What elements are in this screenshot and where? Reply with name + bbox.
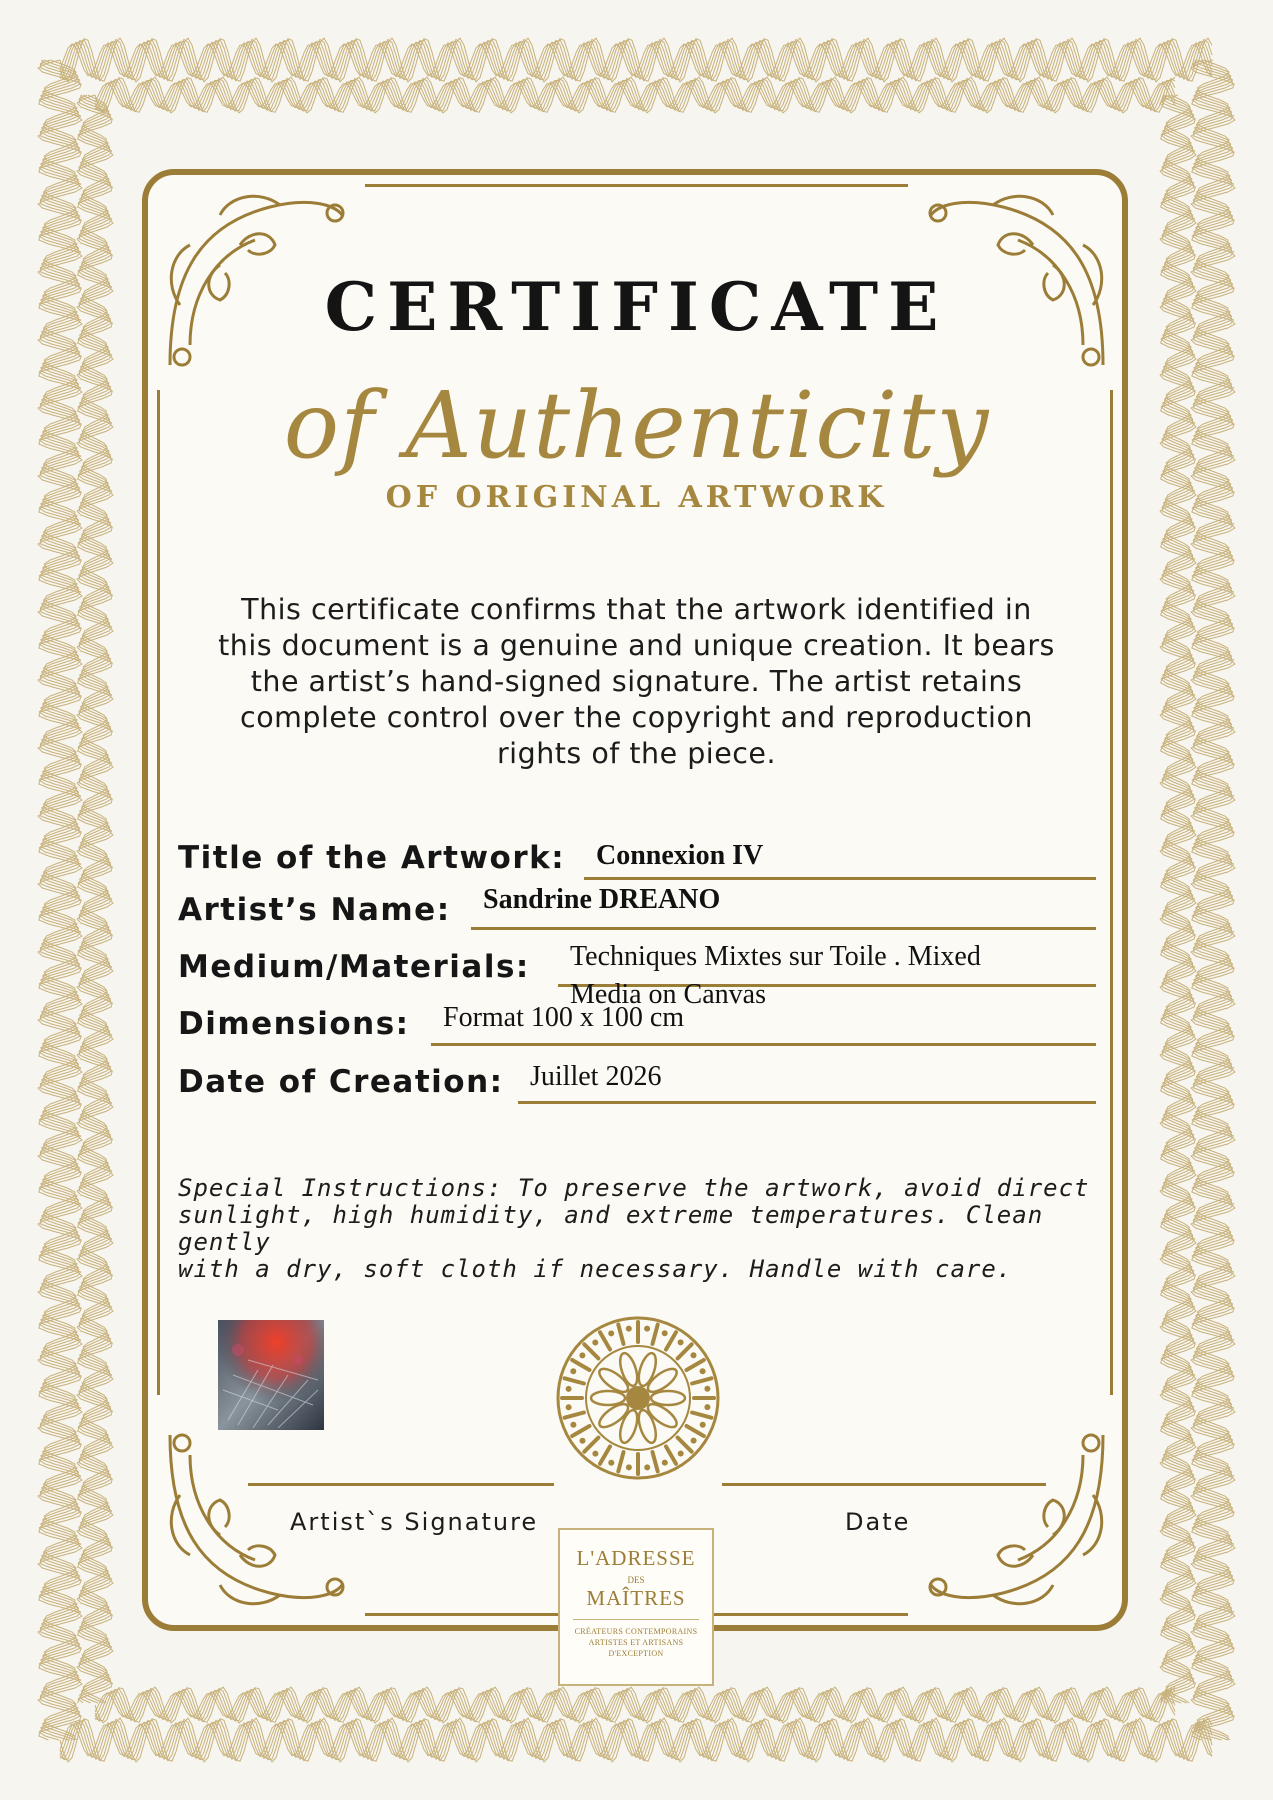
intro-line: this document is a genuine and unique creation. It bears (218, 629, 1055, 662)
field-medium-value-line2: Media on Canvas (570, 979, 766, 1010)
artist-signature-label: Artist`s Signature (290, 1508, 539, 1536)
intro-line: the artist’s hand-signed signature. The artist retains (250, 665, 1023, 698)
field-dimensions-label: Dimensions: (178, 1006, 410, 1042)
field-dimensions (178, 988, 1096, 1042)
field-date-label: Date of Creation: (178, 1064, 504, 1100)
artist-signature-line (248, 1483, 554, 1486)
intro-line: This certificate confirms that the artwork identified in (241, 593, 1032, 626)
corner-flourish-icon (923, 1425, 1113, 1615)
field-date-value: Juillet 2026 (530, 1061, 662, 1092)
field-date-underline (518, 1101, 1096, 1104)
logo-line3: MAÎTRES (586, 1586, 686, 1610)
intro-line: rights of the piece. (496, 737, 777, 770)
field-title-value: Connexion IV (596, 840, 764, 871)
logo-line1: L'ADRESSE (576, 1546, 696, 1570)
intro-line: complete control over the copyright and reproduction (240, 701, 1033, 734)
certificate-subtitle: of Authenticity (283, 372, 990, 479)
field-medium (178, 932, 1096, 1010)
logo-tagline-line: ARTISTES ET ARTISANS (588, 1638, 684, 1647)
mandala-seal-icon (555, 1315, 721, 1481)
top-rule (365, 184, 908, 187)
logo-tagline-line: D'EXCEPTION (608, 1649, 664, 1658)
field-artist-underline (471, 927, 1096, 930)
field-artist-label: Artist’s Name: (178, 892, 451, 928)
special-line: with a dry, soft cloth if necessary. Handle with care. (178, 1255, 1013, 1283)
field-dimensions-underline (431, 1043, 1096, 1046)
field-artist-value: Sandrine DREANO (483, 884, 721, 915)
certificate-title: CERTIFICATE (324, 268, 949, 346)
artwork-thumbnail (218, 1320, 324, 1430)
field-date (178, 1047, 1096, 1100)
logo-divider (573, 1619, 699, 1620)
field-title-label: Title of the Artwork: (178, 840, 566, 876)
left-rule (157, 390, 160, 1395)
logo-line2: DES (627, 1575, 645, 1585)
special-instructions (178, 1175, 1098, 1283)
special-line: sunlight, high humidity, and extreme temperatures. Clean gently (178, 1201, 1044, 1256)
field-dimensions-value: Format 100 x 100 cm (443, 1002, 685, 1033)
date-label: Date (845, 1508, 911, 1536)
right-rule (1110, 390, 1113, 1395)
intro-paragraph (190, 592, 1083, 772)
special-line: Special Instructions: To preserve the artwork, avoid direct (178, 1174, 1090, 1202)
field-medium-label: Medium/Materials: (178, 949, 530, 985)
certificate-subtitle-secondary: OF ORIGINAL ARTWORK (385, 480, 888, 515)
logo-tagline (560, 1626, 712, 1659)
field-title (178, 830, 1096, 880)
field-medium-value-line1: Techniques Mixtes sur Toile . Mixed (570, 941, 981, 972)
date-signature-line (722, 1483, 1046, 1486)
logo-tagline-line: CRÉATEURS CONTEMPORAINS (574, 1627, 698, 1636)
gallery-logo (558, 1528, 714, 1686)
field-artist (178, 874, 1096, 928)
